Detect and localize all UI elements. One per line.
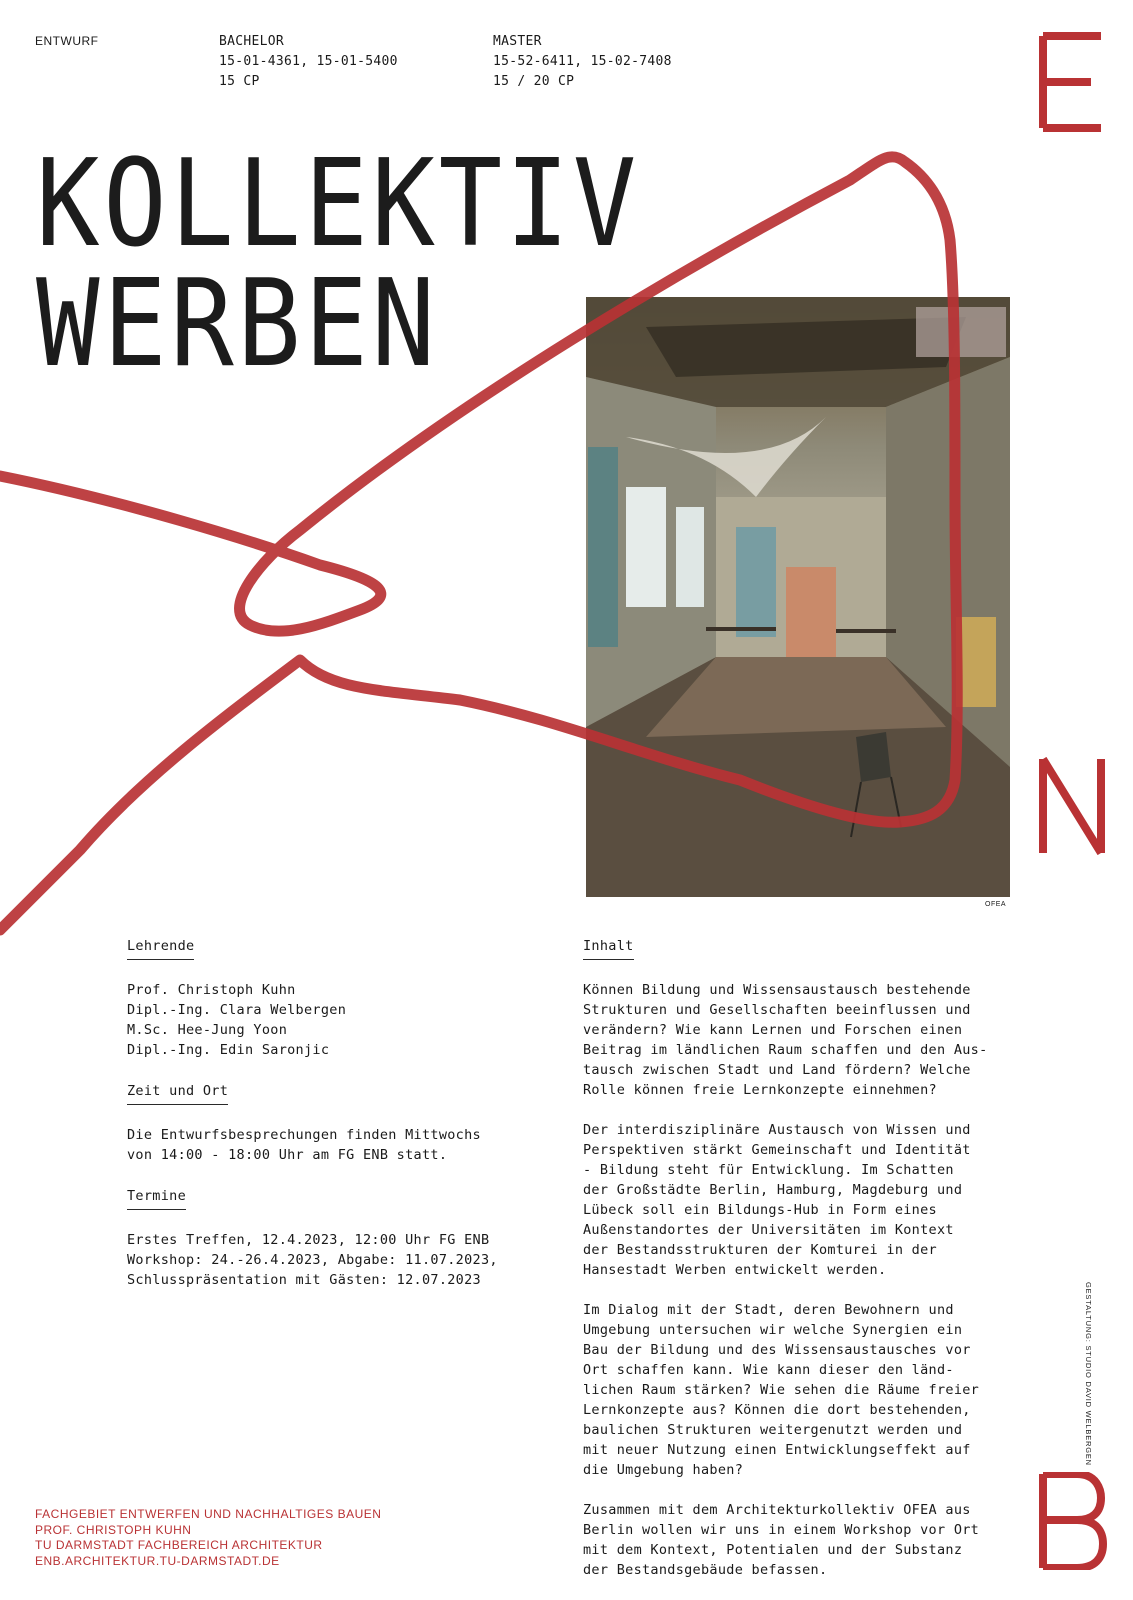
footer-url[interactable]: ENB.ARCHITEKTUR.TU-DARMSTADT.DE [35, 1553, 280, 1568]
lehrende-heading: Lehrende [127, 936, 194, 960]
inhalt-paragraph: Zusammen mit dem Architekturkollektiv OFEA aus Berlin wollen wir uns in einem Workshop vor Ort mit dem Kontext, Potentialen und der Substanz der Bestandsgebäude befassen. [583, 1502, 980, 1578]
inhalt-paragraph: Der interdisziplinäre Austausch von Wissen und Perspektiven stärkt Gemeinschaft und Identität - Bildung steht für Entwicklung. Im Schatten der Großstädte Berlin, Hamburg, Magdeburg und Lübeck soll ein Bildungs-Hub in Form eines Außenstandortes der Universitäten im Kontext der Bestandsstrukturen der Komturei in der Hansestadt Werben entwickelt werden. [583, 1122, 971, 1278]
master-title: MASTER [493, 34, 542, 49]
footer-line: PROF. CHRISTOPH KUHN [35, 1522, 192, 1537]
category-label: ENTWURF [35, 34, 99, 48]
footer-line: TU DARMSTADT FACHBEREICH ARCHITEKTUR [35, 1538, 323, 1552]
zeit-ort-text: Die Entwurfsbesprechungen finden Mittwochs von 14:00 - 18:00 Uhr am FG ENB statt. [127, 1127, 481, 1163]
master-codes: 15-52-6411, 15-02-7408 [493, 54, 672, 69]
bachelor-title: BACHELOR [219, 34, 285, 49]
lehrende-name: M.Sc. Hee-Jung Yoon [127, 1022, 288, 1038]
lehrende-name: Dipl.-Ing. Edin Saronjic [127, 1042, 330, 1058]
poster-title-line-2: WERBEN [36, 255, 439, 394]
lehrende-name: Prof. Christoph Kuhn [127, 982, 296, 998]
left-column [127, 935, 547, 1290]
inhalt-heading: Inhalt [583, 936, 634, 960]
bachelor-credits: 15 CP [219, 74, 260, 89]
lehrende-name: Dipl.-Ing. Clara Welbergen [127, 1002, 347, 1018]
design-credit: GESTALTUNG: STUDIO DAVID WELBERGEN [1084, 1282, 1093, 1466]
bachelor-codes: 15-01-4361, 15-01-5400 [219, 54, 398, 69]
footer-line: FACHGEBIET ENTWERFEN UND NACHHALTIGES BAUEN [35, 1507, 382, 1521]
footer-institution [35, 1507, 381, 1569]
photo-credit: OFEA [985, 901, 1007, 908]
poster-title-line-1: KOLLEKTIV [36, 135, 640, 274]
zeit-ort-heading: Zeit und Ort [127, 1081, 228, 1105]
inhalt-paragraph: Im Dialog mit der Stadt, deren Bewohnern und Umgebung untersuchen wir welche Synergien ein Bau der Bildung und des Wissensaustausches vor Ort schaffen kann. Wie kann dieser den länd- lichen Raum stärken? Wie sehen die Räume freier Lernkonzepte aus? Können die dort bestehenden, baulichen Strukturen weitergenutzt werden und mit neuer Nutzung einen Entwicklungseffekt auf die Umgebung haben? [583, 1302, 980, 1478]
termine-text: Erstes Treffen, 12.4.2023, 12:00 Uhr FG ENB Workshop: 24.-26.4.2023, Abgabe: 11.07.2023, Schlusspräsentation mit Gästen: 12.07.2023 [127, 1232, 498, 1288]
inhalt-column [583, 935, 1023, 1580]
termine-heading: Termine [127, 1186, 186, 1210]
master-credits: 15 / 20 CP [493, 74, 575, 89]
inhalt-paragraph: Können Bildung und Wissensaustausch bestehende Strukturen und Gesellschaften beeinflussen und verändern? Wie kann Lernen und Forschen einen Beitrag im ländlichen Raum schaffen und den Aus- tausch zwischen Stadt und Land fördern? Welche Rolle können freie Lernkonzepte einnehmen? [583, 982, 988, 1098]
